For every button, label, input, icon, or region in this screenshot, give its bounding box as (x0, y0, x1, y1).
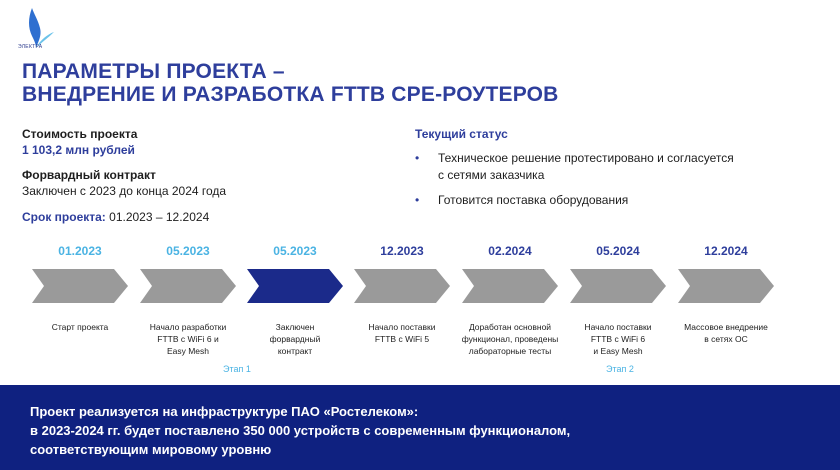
stage-1-label: Этап 1 (223, 364, 251, 374)
status-bullet-1-line1: Техническое решение протестировано и согласуется (438, 151, 734, 165)
milestone-chevron (140, 269, 236, 303)
milestone-date: 05.2024 (596, 244, 640, 258)
footer-banner (0, 385, 840, 470)
contract-label: Форвардный контракт (22, 168, 156, 182)
milestone-label (136, 321, 240, 357)
milestone-label-line: лабораторные тесты (468, 346, 552, 356)
milestone-label-line: Начало поставки (584, 322, 652, 332)
cost-label: Стоимость проекта (22, 127, 138, 141)
milestone-label-line: форвардный (269, 334, 321, 344)
milestone-date: 01.2023 (58, 244, 102, 258)
term-row (22, 210, 209, 224)
stage-2-label: Этап 2 (606, 364, 634, 374)
milestone-label-line: и Easy Mesh (593, 346, 643, 356)
milestone-chevron (32, 269, 128, 303)
page-title (22, 60, 559, 106)
status-title: Текущий статус (415, 127, 508, 141)
milestone-label-line: Заключен (275, 322, 315, 332)
term-value: 01.2023 – 12.2024 (109, 210, 210, 224)
footer-line3: соответствующим мировому уровню (30, 442, 272, 457)
status-bullet-2-line1: Готовится поставка оборудования (438, 193, 629, 207)
bullet-dot-icon: • (415, 151, 420, 165)
milestone-date: 05.2023 (273, 244, 317, 258)
milestone-label-line: FTTB с WiFi 6 и (157, 334, 219, 344)
footer-line2: в 2023-2024 гг. будет поставлено 350 000 устройств с современным функционалом, (30, 423, 571, 438)
term-label: Срок проекта: (22, 210, 106, 224)
milestone-label-line: контракт (277, 346, 313, 356)
milestone-chevron (354, 269, 450, 303)
milestone-chevron (678, 269, 774, 303)
milestone-label-line: Старт проекта (51, 322, 109, 332)
milestone-label (243, 321, 347, 357)
status-bullet-1-line2: с сетями заказчика (438, 168, 545, 182)
footer-line1: Проект реализуется на инфраструктуре ПАО «Ростелеком»: (30, 404, 419, 419)
milestone-label (674, 321, 778, 345)
milestone-date: 02.2024 (488, 244, 532, 258)
milestone-label (28, 321, 132, 333)
logo-wordmark: ЭЛЕКТРА (18, 44, 43, 50)
page-title-line2: ВНЕДРЕНИЕ И РАЗРАБОТКА FTTB CPE-РОУТЕРОВ (22, 83, 559, 106)
milestone-date: 05.2023 (166, 244, 210, 258)
milestone-date: 12.2023 (380, 244, 424, 258)
milestone-label-line: Массовое внедрение (684, 322, 768, 332)
milestone-chevron (462, 269, 558, 303)
milestone-label-line: Начало поставки (368, 322, 436, 332)
contract-value: Заключен с 2023 до конца 2024 года (22, 184, 227, 198)
milestone-label-line: Доработан основной (468, 322, 552, 332)
milestone-date: 12.2024 (704, 244, 748, 258)
milestone-label-line: функционал, проведены (461, 334, 559, 344)
milestone-label-line: FTTB с WiFi 6 (590, 334, 646, 344)
milestone-label-line: Начало разработки (149, 322, 227, 332)
page-title-line1: ПАРАМЕТРЫ ПРОЕКТА – (22, 60, 285, 83)
bullet-dot-icon: • (415, 193, 420, 207)
milestone-label (350, 321, 454, 345)
milestone-label (458, 321, 562, 357)
milestone-label-line: в сетях ОС (704, 334, 748, 344)
milestone-chevron (570, 269, 666, 303)
milestone-label (566, 321, 670, 357)
milestone-label-line: Easy Mesh (166, 346, 210, 356)
cost-value: 1 103,2 млн рублей (22, 143, 135, 157)
milestone-label-line: FTTB с WiFi 5 (374, 334, 430, 344)
milestone-chevron (247, 269, 343, 303)
